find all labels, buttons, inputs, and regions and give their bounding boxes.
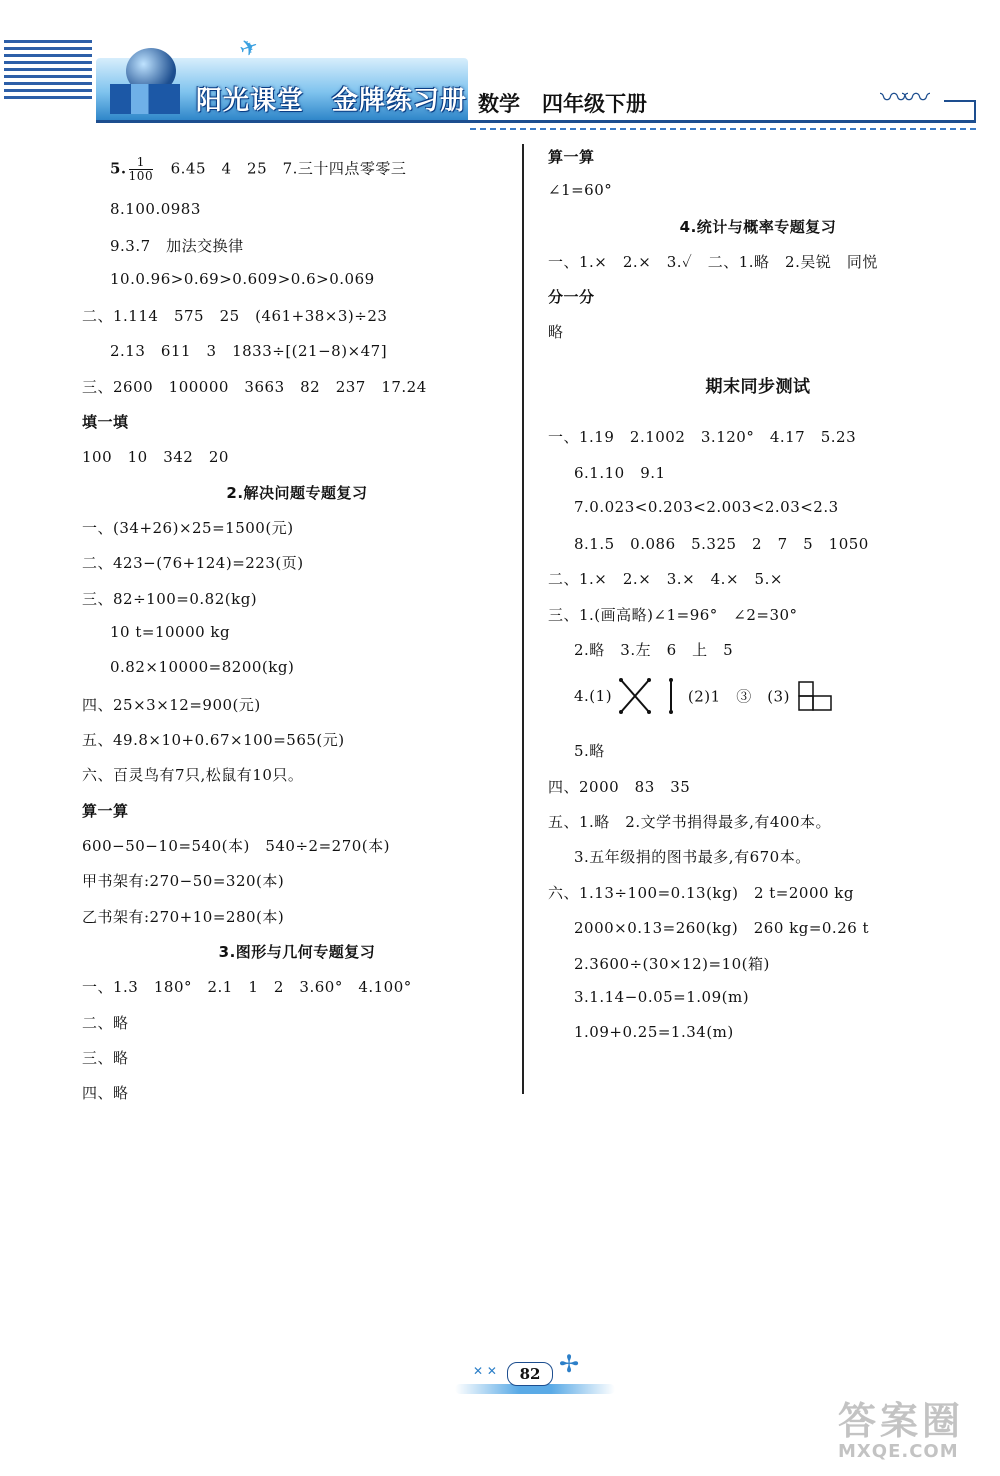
- brand-name: 阳光课堂: [196, 86, 305, 116]
- watermark: [838, 1390, 990, 1466]
- answer-line: 一、(34+26)×25=1500(元): [82, 519, 294, 537]
- answer-line: 3.五年级捐的图书最多,有670本。: [574, 848, 811, 866]
- answer-line: 二、1.× 2.× 3.× 4.× 5.×: [548, 570, 783, 588]
- column-divider: [522, 144, 524, 1094]
- answer-line: 略: [548, 323, 564, 341]
- answer-line: 8.1.5 0.086 5.325 2 7 5 1050: [574, 535, 869, 553]
- answer-line: 乙书架有:270+10=280(本): [82, 908, 285, 926]
- header-stripes: [4, 40, 92, 100]
- answer-line: 三、82÷100=0.82(kg): [82, 590, 258, 608]
- paper-plane-icon: ✈: [236, 33, 263, 64]
- answer-line: 2.略 3.左 6 上 5: [574, 641, 734, 659]
- answer-line-figures: [574, 676, 835, 726]
- cube-view-figure: [795, 676, 835, 716]
- page-footer: [455, 1350, 615, 1400]
- item-label: 4.(1): [574, 687, 613, 705]
- subsection-title: 分一分: [548, 288, 595, 306]
- answer-line: 2000×0.13=260(kg) 260 kg=0.26 t: [574, 919, 870, 937]
- brand-series: 金牌练习册: [332, 86, 468, 116]
- answer-line: 2.13 611 3 1833÷[(21−8)×47]: [110, 342, 388, 360]
- section-title: 4.统计与概率专题复习: [679, 218, 837, 236]
- answer-line: 一、1.19 2.1002 3.120° 4.17 5.23: [548, 428, 857, 446]
- answer-line: 100 10 342 20: [82, 448, 229, 466]
- birds-icon: 〰〰: [880, 81, 925, 114]
- answer-line: 六、百灵鸟有7只,松鼠有10只。: [82, 766, 304, 784]
- answer-line: 600−50−10=540(本) 540÷2=270(本): [82, 837, 390, 855]
- answer-line: 三、1.(画高略)∠1=96° ∠2=30°: [548, 606, 798, 624]
- blocks-icon: [110, 84, 180, 114]
- answer-text: 6.45 4 25 7.三十四点零零三: [170, 159, 407, 178]
- subject-grade: [478, 88, 647, 118]
- section-title: 2.解决问题专题复习: [226, 484, 368, 502]
- answer-line: 0.82×10000=8200(kg): [110, 658, 295, 676]
- answer-line: 二、1.114 575 25 (461+38×3)÷23: [82, 307, 388, 325]
- pinwheel-icon: ✢: [559, 1350, 580, 1378]
- answer-line: 9.3.7 加法交换律: [110, 237, 244, 255]
- answer-line: 二、423−(76+124)=223(页): [82, 554, 304, 572]
- subject-label: 数学: [478, 92, 520, 116]
- answer-line: 一、1.3 180° 2.1 1 2 3.60° 4.100°: [82, 978, 412, 996]
- grade-label: 四年级下册: [542, 92, 647, 116]
- item-label: (2)1 ③ (3): [687, 687, 790, 706]
- crossing-lines-figure: [617, 676, 653, 716]
- answer-line: ∠1=60°: [548, 181, 613, 199]
- answer-line: 甲书架有:270−50=320(本): [82, 872, 285, 890]
- header-dashed-rule: [470, 128, 976, 130]
- subsection-title: 算一算: [548, 148, 595, 166]
- subsection-title: 算一算: [82, 802, 129, 820]
- watermark-url: MXQE.COM: [838, 1441, 959, 1462]
- answer-line: 1.09+0.25=1.34(m): [574, 1023, 734, 1041]
- page-number: 82: [507, 1362, 553, 1386]
- answer-line: 五、1.略 2.文学书捐得最多,有400本。: [548, 813, 832, 831]
- answer-line: 3.1.14−0.05=1.09(m): [574, 988, 750, 1006]
- answer-line: 四、略: [82, 1084, 129, 1102]
- answer-line: 四、25×3×12=900(元): [82, 696, 261, 714]
- answer-line: 四、2000 83 35: [548, 778, 691, 796]
- header-corner: [944, 100, 976, 122]
- answer-line: [110, 156, 406, 183]
- fraction-denominator: 100: [128, 169, 154, 183]
- subsection-title: 填一填: [82, 413, 129, 431]
- answer-line: 一、1.× 2.× 3.✓ 二、1.略 2.吴锐 同悦: [548, 253, 878, 271]
- fraction-numerator: 1: [129, 156, 153, 170]
- vertical-segment-figure: [659, 676, 683, 716]
- item-number: 5.: [110, 159, 127, 178]
- answer-line: 8.100.0983: [110, 200, 201, 218]
- answer-line: 7.0.023<0.203<2.003<2.03<2.3: [574, 498, 839, 516]
- answer-line: 五、49.8×10+0.67×100=565(元): [82, 731, 345, 749]
- brand-title: [196, 80, 467, 117]
- sparkle-icon: ✕ ✕: [473, 1364, 497, 1378]
- header-rule: [96, 120, 976, 123]
- answer-line: 2.3600÷(30×12)=10(箱): [574, 955, 770, 973]
- test-title: 期末同步测试: [705, 377, 811, 397]
- answer-line: 10.0.96>0.69>0.609>0.6>0.069: [110, 270, 375, 288]
- answer-line: 三、略: [82, 1049, 129, 1067]
- answer-line: 5.略: [574, 742, 605, 760]
- answer-line: 三、2600 100000 3663 82 237 17.24: [82, 378, 427, 396]
- watermark-logo: 答案圈: [838, 1399, 965, 1443]
- section-title: 3.图形与几何专题复习: [218, 943, 376, 961]
- answer-line: 二、略: [82, 1014, 129, 1032]
- answer-line: 6.1.10 9.1: [574, 464, 666, 482]
- fraction: [129, 156, 153, 183]
- answer-line: 六、1.13÷100=0.13(kg) 2 t=2000 kg: [548, 884, 855, 902]
- answer-line: 10 t=10000 kg: [110, 623, 231, 641]
